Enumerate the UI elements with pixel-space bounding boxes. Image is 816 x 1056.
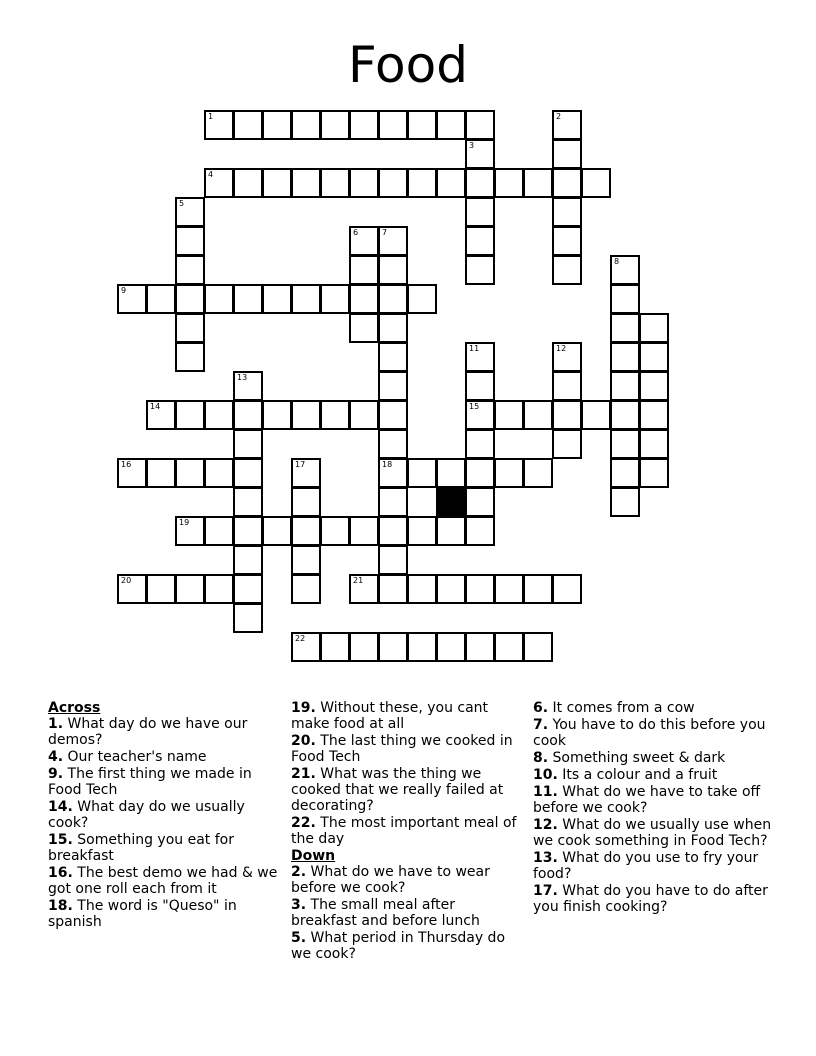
black-cell — [436, 487, 466, 517]
grid-cell[interactable] — [407, 284, 437, 314]
across-clue: 9. The first thing we made in Food Tech — [48, 766, 252, 798]
grid-cell[interactable] — [175, 458, 205, 488]
grid-cell[interactable] — [552, 168, 582, 198]
grid-cell[interactable] — [378, 313, 408, 343]
grid-cell[interactable] — [204, 400, 234, 430]
clue-column-2 — [291, 700, 523, 963]
grid-cell[interactable] — [378, 574, 408, 604]
down-clue: 11. What do we have to take off before we cook? — [533, 784, 761, 816]
grid-cell[interactable] — [175, 400, 205, 430]
grid-cell[interactable] — [320, 632, 350, 662]
grid-cell[interactable] — [378, 545, 408, 575]
clue-number: 17 — [295, 460, 306, 469]
grid-cell[interactable] — [610, 342, 640, 372]
grid-cell[interactable] — [349, 400, 379, 430]
down-clue: 2. What do we have to wear before we cook? — [291, 864, 490, 896]
clue-number: 2 — [556, 112, 562, 121]
grid-cell[interactable] — [494, 574, 524, 604]
grid-cell[interactable] — [552, 400, 582, 430]
clue-number: 4 — [208, 170, 214, 179]
across-clue: 16. The best demo we had & we got one roll each from it — [48, 865, 278, 897]
grid-cell[interactable] — [320, 168, 350, 198]
grid-cell[interactable] — [552, 139, 582, 169]
across-clue: 14. What day do we usually cook? — [48, 799, 245, 831]
grid-cell[interactable] — [465, 574, 495, 604]
grid-cell[interactable] — [465, 226, 495, 256]
grid-cell[interactable] — [291, 632, 321, 662]
grid-cell[interactable] — [465, 139, 495, 169]
grid-cell[interactable] — [175, 255, 205, 285]
across-clue: 20. The last thing we cooked in Food Tech — [291, 733, 513, 765]
grid-cell[interactable] — [320, 110, 350, 140]
grid-cell[interactable] — [291, 284, 321, 314]
down-heading: Down — [291, 848, 336, 864]
grid-cell[interactable] — [349, 168, 379, 198]
clue-number: 8 — [614, 257, 620, 266]
grid-cell[interactable] — [204, 110, 234, 140]
clue-number: 20 — [121, 576, 132, 585]
grid-cell[interactable] — [552, 429, 582, 459]
grid-cell[interactable] — [639, 371, 669, 401]
grid-cell[interactable] — [494, 458, 524, 488]
clue-number: 13 — [237, 373, 248, 382]
down-clue: 17. What do you have to do after you finish cooking? — [533, 883, 768, 915]
grid-cell[interactable] — [291, 487, 321, 517]
across-clue: 19. Without these, you cant make food at all — [291, 700, 489, 732]
grid-cell[interactable] — [552, 255, 582, 285]
grid-cell[interactable] — [407, 516, 437, 546]
grid-cell[interactable] — [175, 226, 205, 256]
grid-cell[interactable] — [465, 371, 495, 401]
grid-cell[interactable] — [233, 429, 263, 459]
grid-cell[interactable] — [291, 545, 321, 575]
grid-cell[interactable] — [465, 400, 495, 430]
grid-cell[interactable] — [233, 603, 263, 633]
down-clue: 5. What period in Thursday do we cook? — [291, 930, 506, 962]
clue-number: 22 — [295, 634, 306, 643]
grid-cell[interactable] — [552, 226, 582, 256]
grid-cell[interactable] — [494, 168, 524, 198]
grid-cell[interactable] — [407, 168, 437, 198]
grid-cell[interactable] — [117, 574, 147, 604]
clue-number: 19 — [179, 518, 190, 527]
down-clue: 6. It comes from a cow — [533, 700, 695, 716]
grid-cell[interactable] — [552, 197, 582, 227]
grid-cell[interactable] — [523, 632, 553, 662]
clue-number: 1 — [208, 112, 214, 121]
grid-cell[interactable] — [610, 284, 640, 314]
down-clue: 10. Its a colour and a fruit — [533, 767, 718, 783]
grid-cell[interactable] — [378, 342, 408, 372]
grid-cell[interactable] — [639, 429, 669, 459]
grid-cell[interactable] — [291, 168, 321, 198]
grid-cell[interactable] — [233, 458, 263, 488]
grid-cell[interactable] — [175, 313, 205, 343]
grid-cell[interactable] — [378, 516, 408, 546]
grid-cell[interactable] — [262, 168, 292, 198]
clue-number: 3 — [469, 141, 475, 150]
grid-cell[interactable] — [204, 516, 234, 546]
grid-cell[interactable] — [175, 342, 205, 372]
grid-cell[interactable] — [610, 400, 640, 430]
clue-number: 7 — [382, 228, 388, 237]
grid-cell[interactable] — [639, 458, 669, 488]
across-clue: 22. The most important meal of the day — [291, 815, 517, 847]
grid-cell[interactable] — [175, 574, 205, 604]
clue-number: 6 — [353, 228, 359, 237]
grid-cell[interactable] — [639, 313, 669, 343]
grid-cell[interactable] — [465, 197, 495, 227]
grid-cell[interactable] — [378, 110, 408, 140]
grid-cell[interactable] — [581, 168, 611, 198]
grid-cell[interactable] — [465, 458, 495, 488]
grid-cell[interactable] — [349, 284, 379, 314]
across-clue: 4. Our teacher's name — [48, 749, 207, 765]
grid-cell[interactable] — [407, 574, 437, 604]
clue-number: 15 — [469, 402, 480, 411]
grid-cell[interactable] — [610, 313, 640, 343]
grid-cell[interactable] — [117, 284, 147, 314]
grid-cell[interactable] — [494, 632, 524, 662]
grid-cell[interactable] — [320, 284, 350, 314]
clue-number: 12 — [556, 344, 567, 353]
grid-cell[interactable] — [436, 632, 466, 662]
clue-number: 11 — [469, 344, 480, 353]
grid-cell[interactable] — [407, 458, 437, 488]
puzzle-title: Food — [348, 36, 468, 94]
grid-cell[interactable] — [610, 429, 640, 459]
down-clue: 7. You have to do this before you cook — [533, 717, 766, 749]
grid-cell[interactable] — [291, 516, 321, 546]
grid-cell[interactable] — [233, 574, 263, 604]
grid-cell[interactable] — [494, 400, 524, 430]
grid-cell[interactable] — [204, 458, 234, 488]
clue-column-1 — [48, 700, 280, 931]
grid-cell[interactable] — [552, 342, 582, 372]
grid-cell[interactable] — [465, 255, 495, 285]
grid-cell[interactable] — [436, 458, 466, 488]
down-clue: 8. Something sweet & dark — [533, 750, 726, 766]
grid-cell[interactable] — [349, 574, 379, 604]
clue-column-3 — [533, 700, 773, 916]
grid-cell[interactable] — [378, 400, 408, 430]
clue-number: 18 — [382, 460, 393, 469]
grid-cell[interactable] — [291, 458, 321, 488]
grid-cell[interactable] — [204, 574, 234, 604]
grid-cell[interactable] — [436, 168, 466, 198]
grid-cell[interactable] — [610, 487, 640, 517]
grid-cell[interactable] — [204, 168, 234, 198]
grid-cell[interactable] — [610, 255, 640, 285]
across-heading: Across — [48, 700, 101, 716]
grid-cell[interactable] — [349, 226, 379, 256]
clue-number: 16 — [121, 460, 132, 469]
grid-cell[interactable] — [291, 574, 321, 604]
grid-cell[interactable] — [639, 342, 669, 372]
grid-cell[interactable] — [233, 284, 263, 314]
grid-cell[interactable] — [117, 458, 147, 488]
grid-cell[interactable] — [349, 313, 379, 343]
grid-cell[interactable] — [291, 400, 321, 430]
down-clue: 3. The small meal after breakfast and before lunch — [291, 897, 480, 929]
grid-cell[interactable] — [465, 487, 495, 517]
grid-cell[interactable] — [465, 429, 495, 459]
grid-cell[interactable] — [233, 487, 263, 517]
grid-cell[interactable] — [349, 632, 379, 662]
grid-cell[interactable] — [552, 371, 582, 401]
grid-cell[interactable] — [175, 284, 205, 314]
down-clue: 12. What do we usually use when we cook something in Food Tech? — [533, 817, 772, 849]
grid-cell[interactable] — [378, 226, 408, 256]
grid-cell[interactable] — [146, 458, 176, 488]
grid-cell[interactable] — [233, 516, 263, 546]
grid-cell[interactable] — [407, 632, 437, 662]
grid-cell[interactable] — [146, 284, 176, 314]
grid-cell[interactable] — [349, 255, 379, 285]
clue-number: 14 — [150, 402, 161, 411]
grid-cell[interactable] — [378, 255, 408, 285]
grid-cell[interactable] — [552, 574, 582, 604]
grid-cell[interactable] — [262, 400, 292, 430]
grid-cell[interactable] — [523, 574, 553, 604]
grid-cell[interactable] — [523, 168, 553, 198]
grid-cell[interactable] — [610, 371, 640, 401]
grid-cell[interactable] — [610, 458, 640, 488]
grid-cell[interactable] — [465, 516, 495, 546]
grid-cell[interactable] — [146, 400, 176, 430]
grid-cell[interactable] — [233, 168, 263, 198]
down-clue: 13. What do you use to fry your food? — [533, 850, 759, 882]
grid-cell[interactable] — [523, 458, 553, 488]
grid-cell[interactable] — [552, 110, 582, 140]
grid-cell[interactable] — [436, 574, 466, 604]
across-clue: 18. The word is "Queso" in spanish — [48, 898, 237, 930]
grid-cell[interactable] — [465, 168, 495, 198]
grid-cell[interactable] — [523, 400, 553, 430]
grid-cell[interactable] — [233, 110, 263, 140]
grid-cell[interactable] — [378, 371, 408, 401]
grid-cell[interactable] — [378, 487, 408, 517]
grid-cell[interactable] — [233, 545, 263, 575]
grid-cell[interactable] — [349, 516, 379, 546]
grid-cell[interactable] — [262, 284, 292, 314]
grid-cell[interactable] — [233, 400, 263, 430]
grid-cell[interactable] — [204, 284, 234, 314]
grid-cell[interactable] — [378, 458, 408, 488]
grid-cell[interactable] — [378, 168, 408, 198]
grid-cell[interactable] — [175, 197, 205, 227]
grid-cell[interactable] — [465, 342, 495, 372]
grid-cell[interactable] — [233, 371, 263, 401]
grid-cell[interactable] — [349, 110, 379, 140]
clue-number: 5 — [179, 199, 185, 208]
across-clue: 15. Something you eat for breakfast — [48, 832, 234, 864]
grid-cell[interactable] — [262, 110, 292, 140]
grid-cell[interactable] — [175, 516, 205, 546]
grid-cell[interactable] — [407, 110, 437, 140]
grid-cell[interactable] — [581, 400, 611, 430]
grid-cell[interactable] — [639, 400, 669, 430]
grid-cell[interactable] — [378, 284, 408, 314]
grid-cell[interactable] — [320, 400, 350, 430]
grid-cell[interactable] — [436, 516, 466, 546]
grid-cell[interactable] — [465, 632, 495, 662]
across-clue: 21. What was the thing we cooked that we really failed at decorating? — [291, 766, 504, 814]
across-clue: 1. What day do we have our demos? — [48, 716, 248, 748]
grid-cell[interactable] — [262, 516, 292, 546]
grid-cell[interactable] — [436, 110, 466, 140]
grid-cell[interactable] — [291, 110, 321, 140]
grid-cell[interactable] — [146, 574, 176, 604]
clue-number: 9 — [121, 286, 127, 295]
grid-cell[interactable] — [320, 516, 350, 546]
clue-number: 21 — [353, 576, 364, 585]
grid-cell[interactable] — [465, 110, 495, 140]
grid-cell[interactable] — [378, 429, 408, 459]
grid-cell[interactable] — [378, 632, 408, 662]
